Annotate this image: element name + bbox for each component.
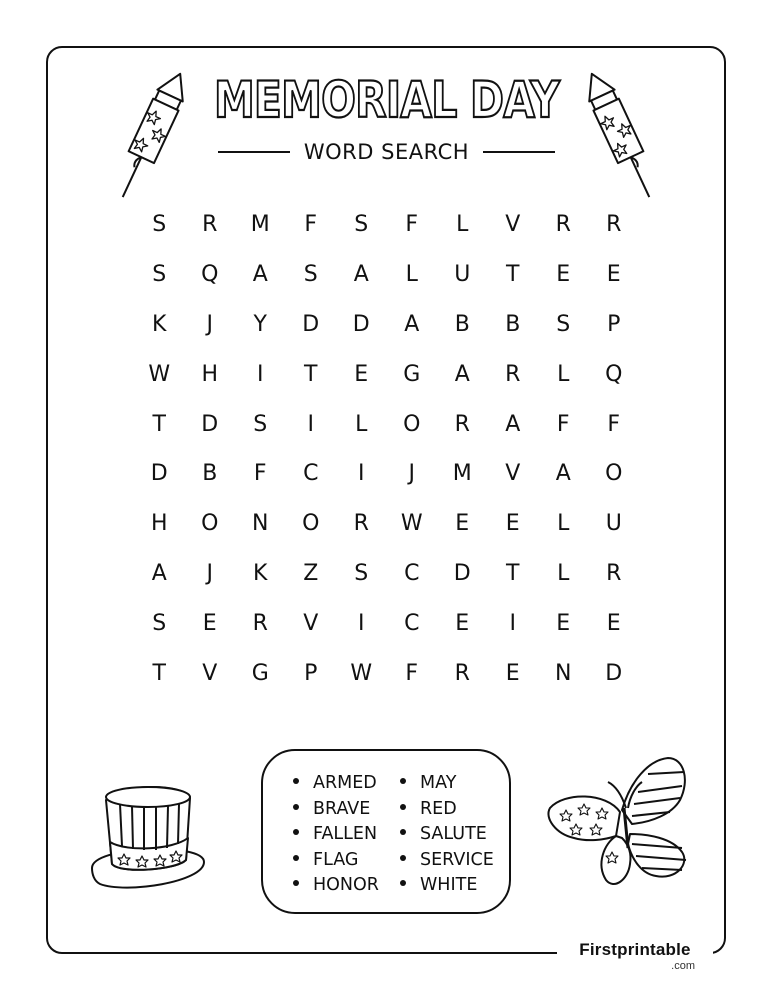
grid-letter: R bbox=[555, 212, 571, 238]
grid-letter: D bbox=[302, 311, 320, 337]
grid-letter: A bbox=[252, 262, 268, 288]
grid-letter: R bbox=[454, 411, 470, 437]
grid-letter: E bbox=[455, 610, 470, 636]
grid-letter: S bbox=[556, 311, 571, 337]
grid-letter: L bbox=[557, 361, 570, 387]
grid-letter: D bbox=[201, 411, 219, 437]
grid-letter: O bbox=[403, 411, 421, 437]
word-list-item bbox=[293, 822, 379, 848]
grid-letter: F bbox=[607, 411, 621, 437]
word-list-left-column bbox=[293, 771, 379, 899]
word-list-box bbox=[261, 749, 511, 914]
grid-letter: K bbox=[253, 560, 268, 586]
word-list-label: FLAG bbox=[313, 849, 359, 870]
word-list-item bbox=[293, 873, 379, 899]
grid-letter: U bbox=[605, 511, 622, 537]
grid-letter: V bbox=[202, 660, 218, 686]
grid-letter: D bbox=[352, 311, 370, 337]
grid-letter: E bbox=[606, 262, 621, 288]
grid-letter: D bbox=[453, 560, 471, 586]
grid-letter: P bbox=[607, 311, 621, 337]
grid-letter: Y bbox=[253, 311, 267, 337]
grid-row bbox=[134, 399, 639, 449]
grid-letter: A bbox=[555, 461, 571, 487]
grid-letter: S bbox=[354, 212, 369, 238]
grid-letter: W bbox=[148, 361, 171, 387]
bullet-icon bbox=[293, 880, 299, 886]
grid-letter: W bbox=[350, 660, 373, 686]
grid-letter: T bbox=[506, 560, 520, 586]
grid-letter: C bbox=[404, 560, 420, 586]
grid-letter: W bbox=[400, 511, 423, 537]
grid-letter: E bbox=[202, 610, 217, 636]
grid-letter: G bbox=[403, 361, 421, 387]
grid-letter: F bbox=[304, 212, 318, 238]
grid-letter: V bbox=[303, 610, 319, 636]
word-list-label: ARMED bbox=[313, 773, 377, 793]
grid-letter: M bbox=[250, 212, 270, 238]
grid-letter: B bbox=[505, 311, 521, 337]
grid-letter: E bbox=[455, 511, 470, 537]
grid-row bbox=[134, 200, 639, 250]
brand-name: Firstprintable bbox=[579, 940, 691, 959]
grid-letter: H bbox=[150, 511, 168, 537]
grid-letter: E bbox=[556, 610, 571, 636]
grid-letter: R bbox=[353, 511, 369, 537]
grid-letter: S bbox=[152, 212, 167, 238]
grid-letter: R bbox=[454, 660, 470, 686]
word-list-label: SERVICE bbox=[420, 849, 494, 870]
bullet-icon bbox=[293, 804, 299, 810]
word-list-item bbox=[400, 873, 494, 899]
word-list-label: SALUTE bbox=[420, 824, 487, 844]
grid-letter: O bbox=[302, 511, 320, 537]
grid-letter: C bbox=[404, 610, 420, 636]
grid-letter: S bbox=[303, 262, 318, 288]
grid-letter: I bbox=[509, 610, 516, 636]
grid-letter: S bbox=[354, 560, 369, 586]
grid-letter: Q bbox=[605, 361, 623, 387]
grid-letter: F bbox=[253, 461, 267, 487]
brand-logo bbox=[557, 940, 713, 974]
grid-letter: R bbox=[606, 212, 622, 238]
grid-letter: A bbox=[404, 311, 420, 337]
grid-row bbox=[134, 449, 639, 499]
grid-letter: P bbox=[304, 660, 318, 686]
grid-letter: N bbox=[252, 511, 269, 537]
grid-letter: T bbox=[304, 361, 318, 387]
grid-letter: A bbox=[151, 560, 167, 586]
word-list-right-column bbox=[400, 771, 494, 899]
grid-letter: T bbox=[152, 660, 166, 686]
grid-row bbox=[134, 598, 639, 648]
word-list-item bbox=[400, 822, 494, 848]
grid-letter: L bbox=[456, 212, 469, 238]
word-list-item bbox=[400, 771, 494, 797]
grid-letter: E bbox=[556, 262, 571, 288]
word-list-item bbox=[400, 848, 494, 874]
bullet-icon bbox=[293, 855, 299, 861]
grid-letter: Q bbox=[201, 262, 219, 288]
grid-letter: E bbox=[606, 610, 621, 636]
grid-letter: I bbox=[358, 610, 365, 636]
grid-letter: Z bbox=[303, 560, 319, 586]
grid-letter: D bbox=[150, 461, 168, 487]
grid-row bbox=[134, 648, 639, 698]
word-list-item bbox=[400, 797, 494, 823]
bullet-icon bbox=[400, 829, 406, 835]
grid-letter: E bbox=[505, 511, 520, 537]
word-list-label: MAY bbox=[420, 773, 457, 793]
grid-letter: F bbox=[405, 660, 419, 686]
grid-letter: L bbox=[557, 511, 570, 537]
grid-letter: T bbox=[152, 411, 166, 437]
uncle-sam-hat-icon bbox=[86, 776, 210, 896]
word-list-label: BRAVE bbox=[313, 798, 371, 819]
subtitle-rule-left bbox=[218, 151, 290, 153]
subtitle-rule-right bbox=[483, 151, 555, 153]
grid-letter: A bbox=[454, 361, 470, 387]
grid-letter: V bbox=[505, 461, 521, 487]
letter-grid bbox=[134, 200, 639, 698]
grid-letter: B bbox=[454, 311, 470, 337]
grid-letter: K bbox=[152, 311, 167, 337]
bullet-icon bbox=[293, 829, 299, 835]
page-title: MEMORIAL DAY bbox=[213, 71, 560, 129]
grid-letter: F bbox=[405, 212, 419, 238]
grid-letter: B bbox=[202, 461, 218, 487]
page-subtitle: WORD SEARCH bbox=[303, 140, 470, 164]
grid-letter: J bbox=[408, 461, 415, 487]
grid-letter: O bbox=[605, 461, 623, 487]
grid-letter: G bbox=[251, 660, 269, 686]
bullet-icon bbox=[400, 855, 406, 861]
word-list-item bbox=[293, 848, 379, 874]
grid-letter: R bbox=[202, 212, 218, 238]
grid-letter: L bbox=[355, 411, 368, 437]
grid-letter: L bbox=[405, 262, 418, 288]
grid-letter: I bbox=[257, 361, 264, 387]
grid-row bbox=[134, 499, 639, 549]
grid-letter: V bbox=[505, 212, 521, 238]
bullet-icon bbox=[400, 880, 406, 886]
grid-row bbox=[134, 250, 639, 300]
grid-letter: J bbox=[206, 311, 213, 337]
grid-row bbox=[134, 549, 639, 599]
grid-row bbox=[134, 300, 639, 350]
word-list-label: FALLEN bbox=[313, 824, 378, 844]
bullet-icon bbox=[293, 778, 299, 784]
word-list-label: HONOR bbox=[313, 875, 379, 895]
grid-letter: D bbox=[605, 660, 623, 686]
grid-letter: L bbox=[557, 560, 570, 586]
grid-letter: S bbox=[152, 262, 167, 288]
bullet-icon bbox=[400, 778, 406, 784]
grid-letter: U bbox=[454, 262, 471, 288]
word-list-item bbox=[293, 797, 379, 823]
grid-letter: A bbox=[505, 411, 521, 437]
grid-letter: E bbox=[505, 660, 520, 686]
flag-butterfly-icon bbox=[544, 752, 694, 892]
grid-letter: M bbox=[452, 461, 472, 487]
subtitle-row bbox=[0, 140, 773, 164]
grid-letter: J bbox=[206, 560, 213, 586]
brand-suffix: .com bbox=[671, 960, 695, 972]
grid-letter: S bbox=[152, 610, 167, 636]
word-list-label: WHITE bbox=[420, 875, 478, 895]
grid-letter: N bbox=[555, 660, 572, 686]
word-list-label: RED bbox=[420, 798, 457, 819]
grid-letter: E bbox=[354, 361, 369, 387]
word-list-item bbox=[293, 771, 379, 797]
grid-letter: O bbox=[201, 511, 219, 537]
grid-letter: R bbox=[252, 610, 268, 636]
grid-row bbox=[134, 349, 639, 399]
grid-letter: I bbox=[358, 461, 365, 487]
grid-letter: R bbox=[606, 560, 622, 586]
bullet-icon bbox=[400, 804, 406, 810]
grid-letter: S bbox=[253, 411, 268, 437]
grid-letter: R bbox=[505, 361, 521, 387]
grid-letter: C bbox=[303, 461, 319, 487]
grid-letter: F bbox=[556, 411, 570, 437]
grid-letter: H bbox=[201, 361, 219, 387]
grid-letter: A bbox=[353, 262, 369, 288]
grid-letter: I bbox=[307, 411, 314, 437]
grid-letter: T bbox=[506, 262, 520, 288]
